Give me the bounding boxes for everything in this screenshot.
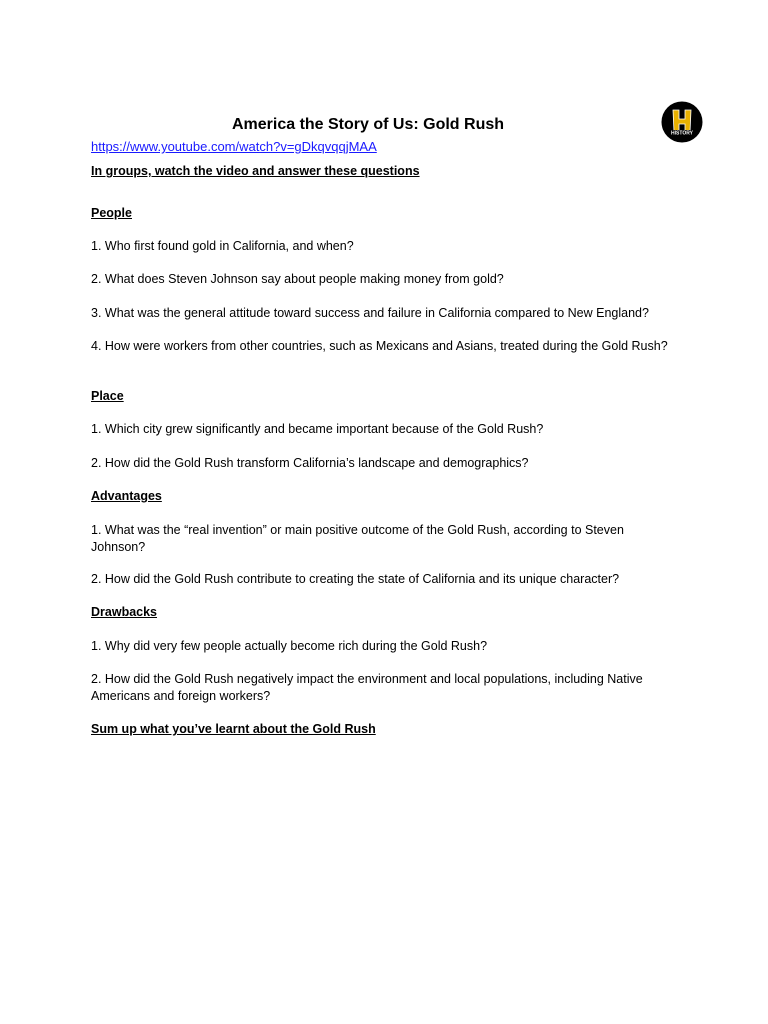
question-advantages-2: 2. How did the Gold Rush contribute to creating the state of California and its unique character? <box>91 572 620 586</box>
question-advantages-1: 1. What was the “real invention” or main positive outcome of the Gold Rush, according to Steven Johnson? <box>91 523 624 554</box>
instructions-text: In groups, watch the video and answer these questions <box>91 164 420 178</box>
question-people-3: 3. What was the general attitude toward success and failure in California compared to New England? <box>91 306 649 320</box>
question-people-2: 2. What does Steven Johnson say about people making money from gold? <box>91 272 504 286</box>
question-people-4: 4. How were workers from other countries, such as Mexicans and Asians, treated during the Gold Rush? <box>91 339 668 353</box>
question-people-1: 1. Who first found gold in California, and when? <box>91 239 354 253</box>
svg-text:HISTORY: HISTORY <box>671 130 693 137</box>
heading-place: Place <box>91 389 124 403</box>
heading-people: People <box>91 206 132 220</box>
heading-advantages: Advantages <box>91 489 162 503</box>
heading-summary: Sum up what you’ve learnt about the Gold Rush <box>91 722 376 736</box>
question-place-1: 1. Which city grew significantly and became important because of the Gold Rush? <box>91 422 544 436</box>
page-title: America the Story of Us: Gold Rush <box>231 116 505 133</box>
question-drawbacks-1: 1. Why did very few people actually become rich during the Gold Rush? <box>91 639 488 653</box>
question-place-2: 2. How did the Gold Rush transform California’s landscape and demographics? <box>91 456 529 470</box>
heading-drawbacks: Drawbacks <box>91 605 158 619</box>
video-link[interactable]: https://www.youtube.com/watch?v=gDkqvqqjMAA <box>91 139 377 154</box>
question-drawbacks-2: 2. How did the Gold Rush negatively impact the environment and local populations, including Native Americans and foreign workers? <box>91 672 643 703</box>
history-logo-icon <box>661 101 703 143</box>
